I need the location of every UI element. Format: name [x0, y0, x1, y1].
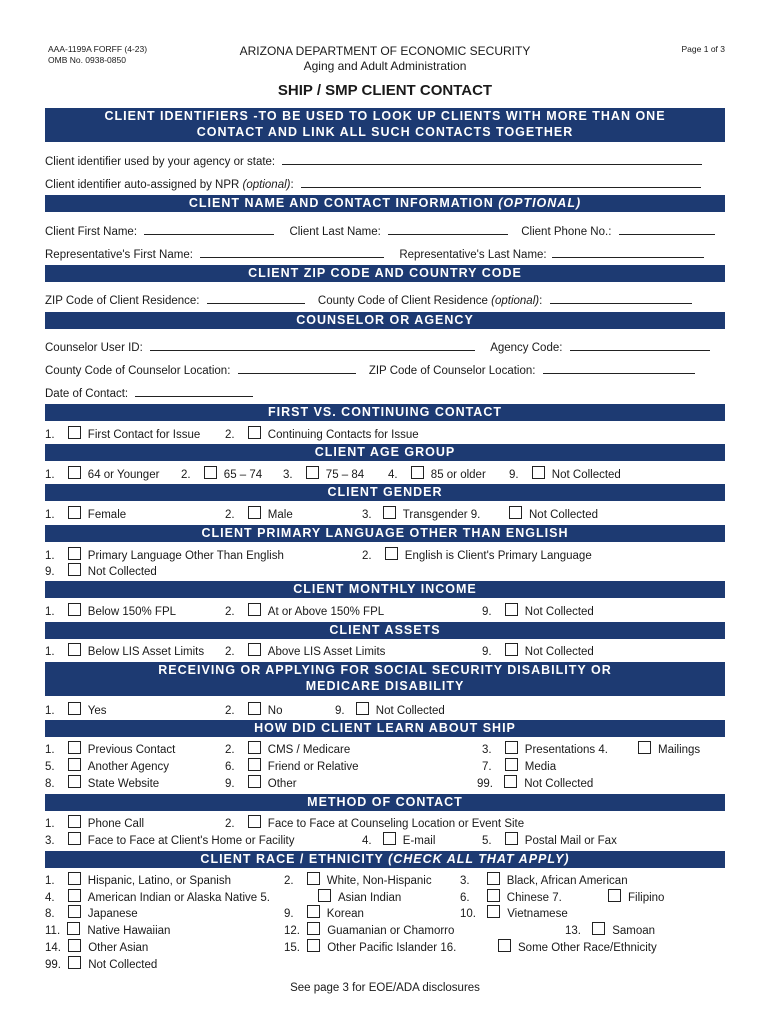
option-label: Native Hawaiian — [87, 925, 171, 937]
page-number: Page 1 of 3 — [681, 44, 725, 54]
option-number: 1. — [45, 705, 55, 717]
field-row-counselor-location — [45, 362, 725, 378]
checkbox-option[interactable] — [284, 939, 456, 955]
checkbox[interactable] — [68, 758, 81, 771]
checkbox-option[interactable] — [225, 643, 385, 659]
date-of-contact-input[interactable] — [135, 385, 253, 397]
section-header-first-vs: FIRST VS. CONTINUING CONTACT — [45, 404, 725, 421]
client-first-name-label: Client First Name: — [45, 226, 138, 238]
section-heading-line: CLIENT IDENTIFIERS -TO BE USED TO LOOK UP CLIENTS WITH MORE THAN ONE — [104, 109, 666, 123]
option-number: 99. — [477, 778, 493, 790]
checkbox[interactable] — [248, 426, 261, 439]
option-number: 2. — [225, 606, 235, 618]
option-label: 85 or older — [430, 469, 486, 481]
option-label: At or Above 150% FPL — [267, 606, 385, 618]
checkbox[interactable] — [68, 956, 81, 969]
option-label: Continuing Contacts for Issue — [267, 429, 419, 441]
checkbox[interactable] — [385, 547, 398, 560]
section-heading-line: CONTACT AND LINK ALL SUCH CONTACTS TOGETHER — [196, 125, 574, 139]
option-number: 1. — [45, 606, 55, 618]
checkbox[interactable] — [68, 702, 81, 715]
date-of-contact-label: Date of Contact: — [45, 388, 129, 400]
checkbox-option[interactable] — [45, 905, 138, 921]
checkbox[interactable] — [509, 506, 522, 519]
counselor-zip-label: ZIP Code of Counselor Location: — [368, 365, 536, 377]
checkbox[interactable] — [68, 563, 81, 576]
checkbox[interactable] — [68, 547, 81, 560]
checkbox[interactable] — [248, 758, 261, 771]
option-number: 6. — [225, 761, 235, 773]
checkbox-option[interactable] — [45, 832, 295, 848]
checkbox-option[interactable] — [45, 922, 170, 938]
option-label: E-mail — [402, 835, 436, 847]
option-number: 15. — [284, 942, 300, 954]
checkbox-option[interactable] — [45, 603, 176, 619]
section-heading: CLIENT NAME AND CONTACT INFORMATION — [188, 196, 499, 210]
checkbox-option[interactable] — [362, 547, 592, 563]
counselor-zip-input[interactable] — [543, 362, 695, 374]
agency-code-input[interactable] — [570, 339, 710, 351]
option-label: Below 150% FPL — [87, 606, 177, 618]
field-label: Client identifier used by your agency or state: — [45, 156, 276, 168]
section-heading-optional: (OPTIONAL) — [498, 196, 582, 210]
field-agency-identifier — [45, 153, 725, 169]
section-heading: CLIENT RACE / ETHNICITY — [200, 852, 389, 866]
section-header-income: CLIENT MONTHLY INCOME — [45, 581, 725, 598]
section-header-method: METHOD OF CONTACT — [45, 794, 725, 811]
checkbox[interactable] — [68, 889, 81, 902]
checkbox-option[interactable] — [608, 889, 664, 905]
checkbox-option[interactable] — [284, 922, 454, 938]
option-label: Above LIS Asset Limits — [267, 646, 386, 658]
option-number: 3. — [45, 835, 55, 847]
checkbox[interactable] — [68, 741, 81, 754]
checkbox-option[interactable] — [45, 872, 231, 888]
agency-identifier-input[interactable] — [282, 153, 702, 165]
checkbox-option[interactable] — [388, 466, 486, 482]
omb-number: OMB No. 0938-0850 — [48, 55, 126, 65]
checkbox-option[interactable] — [482, 758, 556, 774]
checkbox[interactable] — [68, 603, 81, 616]
checkbox[interactable] — [532, 466, 545, 479]
client-zip-label: ZIP Code of Client Residence: — [45, 295, 200, 307]
checkbox-option[interactable] — [482, 643, 594, 659]
option-label: Vietnamese — [507, 908, 568, 920]
option-label: Other Pacific Islander — [327, 942, 438, 954]
checkbox[interactable] — [505, 603, 518, 616]
option-label: American Indian or Alaska Native — [87, 892, 258, 904]
checkbox[interactable] — [487, 905, 500, 918]
checkbox-option[interactable] — [318, 889, 401, 905]
option-label: Female — [87, 509, 127, 521]
rep-first-name-label: Representative's First Name: — [45, 249, 193, 261]
field-row-representative — [45, 246, 725, 262]
option-label: Primary Language Other Than English — [87, 550, 284, 562]
checkbox[interactable] — [67, 922, 80, 935]
option-label: 65 – 74 — [223, 469, 263, 481]
option-number: 16. — [440, 942, 457, 954]
checkbox[interactable] — [505, 758, 518, 771]
option-label: First Contact for Issue — [87, 429, 201, 441]
checkbox-option[interactable] — [225, 741, 350, 757]
option-number: 2. — [225, 509, 235, 521]
option-number: 2. — [225, 705, 235, 717]
option-number: 1. — [45, 818, 55, 830]
option-number: 9. — [225, 778, 235, 790]
option-number: 2. — [225, 818, 235, 830]
checkbox[interactable] — [504, 775, 517, 788]
option-label: Phone Call — [87, 818, 145, 830]
option-number: 2. — [225, 429, 235, 441]
option-label: Filipino — [628, 892, 665, 904]
checkbox[interactable] — [592, 922, 605, 935]
field-row-client-name — [45, 223, 725, 239]
option-number: 5. — [45, 761, 55, 773]
checkbox-option[interactable] — [181, 466, 262, 482]
option-number: 1. — [45, 469, 55, 481]
rep-last-name-label: Representative's Last Name: — [399, 249, 547, 261]
option-label: Asian Indian — [338, 892, 402, 904]
optional-label: (optional) — [242, 179, 291, 191]
option-number: 2. — [284, 875, 294, 887]
field-label-colon: : — [539, 295, 543, 307]
option-label: English is Client's Primary Language — [404, 550, 592, 562]
client-county-input[interactable] — [550, 292, 692, 304]
checkbox-option[interactable] — [225, 758, 359, 774]
checkbox-option[interactable] — [45, 775, 159, 791]
option-label: Another Agency — [87, 761, 169, 773]
checkbox[interactable] — [638, 741, 651, 754]
section-header-learn: HOW DID CLIENT LEARN ABOUT SHIP — [45, 720, 725, 737]
checkbox[interactable] — [248, 506, 261, 519]
option-label: Not Collected — [87, 566, 157, 578]
option-number: 2. — [181, 469, 191, 481]
checkbox[interactable] — [383, 832, 396, 845]
checkbox[interactable] — [248, 643, 261, 656]
checkbox-option[interactable] — [362, 506, 480, 522]
section-header-race — [45, 851, 725, 868]
option-number: 5. — [260, 892, 270, 904]
option-number: 13. — [565, 925, 581, 937]
counselor-user-id-input[interactable] — [150, 339, 475, 351]
option-number: 9. — [482, 646, 492, 658]
checkbox[interactable] — [505, 832, 518, 845]
checkbox[interactable] — [307, 939, 320, 952]
checkbox-option[interactable] — [498, 939, 657, 955]
client-last-name-label: Client Last Name: — [289, 226, 381, 238]
option-label: Guamanian or Chamorro — [327, 925, 455, 937]
section-header-age: CLIENT AGE GROUP — [45, 444, 725, 461]
option-label: Korean — [326, 908, 364, 920]
agency-name: ARIZONA DEPARTMENT OF ECONOMIC SECURITY — [239, 44, 531, 58]
checkbox-option[interactable] — [284, 905, 364, 921]
option-number: 9. — [509, 469, 519, 481]
checkbox-option[interactable] — [45, 506, 126, 522]
option-number: 3. — [460, 875, 470, 887]
option-number: 2. — [225, 646, 235, 658]
checkbox-option[interactable] — [460, 889, 562, 905]
field-npr-identifier — [45, 176, 725, 192]
checkbox-option[interactable] — [225, 775, 297, 791]
option-label: Male — [267, 509, 293, 521]
checkbox-option[interactable] — [509, 466, 621, 482]
option-number: 1. — [45, 550, 55, 562]
option-label: Not Collected — [529, 509, 599, 521]
checkbox[interactable] — [505, 643, 518, 656]
option-number: 9. — [45, 566, 55, 578]
option-label: Media — [524, 761, 557, 773]
checkbox[interactable] — [306, 466, 319, 479]
client-county-label: County Code of Client Residence — [317, 295, 492, 307]
option-label: No — [267, 705, 283, 717]
checkbox[interactable] — [248, 815, 261, 828]
checkbox[interactable] — [383, 506, 396, 519]
section-header-zip: CLIENT ZIP CODE AND COUNTRY CODE — [45, 265, 725, 282]
rep-first-name-input[interactable] — [200, 246, 384, 258]
section-header-identifiers — [45, 108, 725, 142]
option-label: Hispanic, Latino, or Spanish — [87, 875, 231, 887]
checkbox[interactable] — [248, 603, 261, 616]
option-label: Black, African American — [506, 875, 628, 887]
checkbox-option[interactable] — [283, 466, 364, 482]
option-label: Postal Mail or Fax — [524, 835, 617, 847]
checkbox[interactable] — [68, 643, 81, 656]
section-header-disability — [45, 662, 725, 696]
checkbox[interactable] — [68, 815, 81, 828]
checkbox-option[interactable] — [225, 603, 384, 619]
checkbox[interactable] — [307, 905, 320, 918]
checkbox-option[interactable] — [45, 939, 148, 955]
checkbox[interactable] — [487, 872, 500, 885]
checkbox-option[interactable] — [284, 872, 432, 888]
section-header-language: CLIENT PRIMARY LANGUAGE OTHER THAN ENGLISH — [45, 525, 725, 542]
section-header-name — [45, 195, 725, 212]
division-name: Aging and Adult Administration — [303, 59, 467, 73]
checkbox[interactable] — [411, 466, 424, 479]
checkbox-option[interactable] — [565, 922, 655, 938]
section-heading-line: MEDICARE DISABILITY — [305, 679, 465, 693]
option-number: 7. — [552, 892, 562, 904]
checkbox-option[interactable] — [45, 741, 175, 757]
checkbox-option[interactable] — [225, 506, 293, 522]
counselor-county-input[interactable] — [238, 362, 356, 374]
checkbox[interactable] — [68, 775, 81, 788]
option-number: 1. — [45, 429, 55, 441]
checkbox[interactable] — [248, 741, 261, 754]
checkbox[interactable] — [68, 832, 81, 845]
option-label: Chinese — [506, 892, 549, 904]
option-number: 12. — [284, 925, 300, 937]
checkbox[interactable] — [498, 939, 511, 952]
option-label: Some Other Race/Ethnicity — [518, 942, 657, 954]
checkbox-option[interactable] — [45, 547, 284, 563]
option-label: Face to Face at Client's Home or Facility — [87, 835, 295, 847]
field-row-zip — [45, 292, 725, 308]
section-heading-line: RECEIVING OR APPLYING FOR SOCIAL SECURITY DISABILITY OR — [158, 663, 612, 677]
option-label: Samoan — [612, 925, 656, 937]
checkbox-option[interactable] — [477, 775, 593, 791]
checkbox[interactable] — [307, 872, 320, 885]
field-label-colon: : — [290, 179, 294, 191]
checkbox-option[interactable] — [45, 643, 204, 659]
option-number: 6. — [460, 892, 470, 904]
checkbox-option[interactable] — [460, 905, 568, 921]
section-header-counselor: COUNSELOR OR AGENCY — [45, 312, 725, 329]
option-label: Face to Face at Counseling Location or Event Site — [267, 818, 525, 830]
checkbox-option[interactable] — [482, 741, 608, 757]
checkbox-option[interactable] — [225, 815, 524, 831]
option-label: Japanese — [87, 908, 138, 920]
option-label: Yes — [87, 705, 107, 717]
field-row-counselor-id — [45, 339, 725, 355]
option-label: Below LIS Asset Limits — [87, 646, 205, 658]
option-number: 5. — [482, 835, 492, 847]
option-label: Not Collected — [524, 606, 594, 618]
option-number: 3. — [362, 509, 372, 521]
option-label: Not Collected — [551, 469, 621, 481]
option-label: Other — [267, 778, 297, 790]
option-label: Previous Contact — [87, 744, 176, 756]
client-first-name-input[interactable] — [144, 223, 274, 235]
checkbox[interactable] — [68, 939, 81, 952]
checkbox-option[interactable] — [482, 832, 617, 848]
checkbox[interactable] — [608, 889, 621, 902]
client-phone-label: Client Phone No.: — [521, 226, 612, 238]
option-label: Not Collected — [88, 959, 158, 971]
option-label: Presentations — [524, 744, 596, 756]
checkbox-option[interactable] — [45, 702, 107, 718]
option-number: 4. — [45, 892, 55, 904]
option-label: 64 or Younger — [87, 469, 160, 481]
checkbox-option[interactable] — [45, 466, 159, 482]
checkbox[interactable] — [318, 889, 331, 902]
field-label: Client identifier auto-assigned by NPR — [45, 179, 243, 191]
checkbox-option[interactable] — [45, 426, 200, 442]
checkbox[interactable] — [356, 702, 369, 715]
option-number: 1. — [45, 875, 55, 887]
checkbox[interactable] — [487, 889, 500, 902]
option-number: 1. — [45, 509, 55, 521]
option-label: Not Collected — [524, 646, 594, 658]
section-header-assets: CLIENT ASSETS — [45, 622, 725, 639]
option-label: CMS / Medicare — [267, 744, 351, 756]
option-number: 14. — [45, 942, 61, 954]
checkbox-option[interactable] — [460, 872, 628, 888]
section-heading-note: (CHECK ALL THAT APPLY) — [388, 852, 570, 866]
checkbox-option[interactable] — [335, 702, 445, 718]
option-label: Other Asian — [88, 942, 149, 954]
option-number: 3. — [283, 469, 293, 481]
option-number: 2. — [225, 744, 235, 756]
checkbox-option[interactable] — [45, 889, 270, 905]
option-number: 1. — [45, 744, 55, 756]
option-number: 11. — [45, 925, 61, 937]
option-number: 8. — [45, 778, 55, 790]
option-label: Transgender — [402, 509, 468, 521]
counselor-county-label: County Code of Counselor Location: — [45, 365, 231, 377]
section-header-gender: CLIENT GENDER — [45, 484, 725, 501]
footer-note: See page 3 for EOE/ADA disclosures — [290, 982, 480, 994]
checkbox-option[interactable] — [509, 506, 598, 522]
option-number: 4. — [362, 835, 372, 847]
client-zip-input[interactable] — [207, 292, 305, 304]
option-label: White, Non-Hispanic — [326, 875, 432, 887]
npr-identifier-input[interactable] — [301, 176, 701, 188]
checkbox[interactable] — [505, 741, 518, 754]
checkbox-option[interactable] — [45, 956, 157, 972]
optional-label: (optional) — [491, 295, 540, 307]
option-label: State Website — [87, 778, 160, 790]
option-number: 10. — [460, 908, 476, 920]
checkbox-option[interactable] — [45, 563, 157, 579]
option-number: 9. — [335, 705, 345, 717]
option-number: 2. — [362, 550, 372, 562]
form-title: SHIP / SMP CLIENT CONTACT — [277, 82, 493, 99]
option-number: 3. — [482, 744, 492, 756]
checkbox-option[interactable] — [362, 832, 435, 848]
option-label: Not Collected — [524, 778, 594, 790]
checkbox-option[interactable] — [638, 741, 700, 757]
checkbox[interactable] — [68, 905, 81, 918]
option-label: Mailings — [658, 744, 701, 756]
agency-code-label: Agency Code: — [490, 342, 563, 354]
checkbox[interactable] — [248, 702, 261, 715]
option-number: 7. — [482, 761, 492, 773]
checkbox-option[interactable] — [45, 815, 144, 831]
option-label: Friend or Relative — [267, 761, 359, 773]
checkbox-option[interactable] — [225, 426, 419, 442]
checkbox[interactable] — [68, 506, 81, 519]
field-row-date — [45, 385, 725, 401]
option-number: 4. — [598, 744, 608, 756]
option-number: 1. — [45, 646, 55, 658]
checkbox[interactable] — [248, 775, 261, 788]
form-id: AAA-1199A FORFF (4-23) — [48, 44, 148, 54]
rep-last-name-input[interactable] — [552, 246, 704, 258]
checkbox[interactable] — [68, 426, 81, 439]
agency-block — [0, 44, 770, 74]
checkbox[interactable] — [68, 466, 81, 479]
option-number: 99. — [45, 959, 61, 971]
checkbox[interactable] — [68, 872, 81, 885]
option-label: Not Collected — [375, 705, 445, 717]
client-last-name-input[interactable] — [388, 223, 508, 235]
checkbox[interactable] — [307, 922, 320, 935]
option-number: 9. — [470, 509, 481, 521]
checkbox-option[interactable] — [482, 603, 594, 619]
checkbox-option[interactable] — [45, 758, 169, 774]
option-number: 4. — [388, 469, 398, 481]
client-phone-input[interactable] — [619, 223, 715, 235]
counselor-user-id-label: Counselor User ID: — [45, 342, 143, 354]
checkbox[interactable] — [204, 466, 217, 479]
option-number: 9. — [284, 908, 294, 920]
checkbox-option[interactable] — [225, 702, 283, 718]
option-number: 9. — [482, 606, 492, 618]
option-number: 8. — [45, 908, 55, 920]
option-label: 75 – 84 — [325, 469, 365, 481]
